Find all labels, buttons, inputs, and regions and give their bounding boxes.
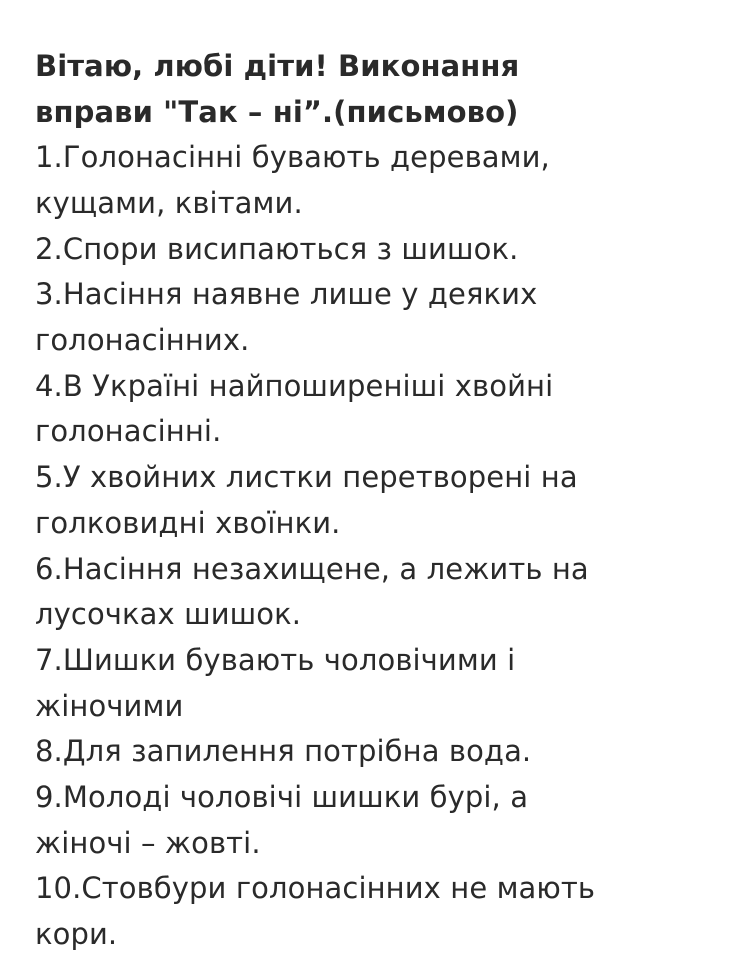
text-line: 10.Стовбури голонасінних не мають [35, 871, 596, 906]
text-line: 8.Для запилення потрібна вода. [35, 734, 532, 769]
text-line: 4.В Україні найпоширеніші хвойні [35, 368, 554, 403]
text-line: 7.Шишки бувають чоловічими і [35, 642, 516, 677]
text-line: 1.Голонасінні бувають деревами, [35, 140, 550, 175]
text-line: 3.Насіння наявне лише у деяких [35, 277, 538, 312]
text-line: кори. [35, 917, 118, 951]
text-line: 5.У хвойних листки перетворені на [35, 460, 578, 495]
text-line: кущами, квітами. [35, 186, 303, 221]
text-line: голонасінних. [35, 323, 250, 358]
text-line: 9.Молоді чоловічі шишки бурі, а [35, 779, 529, 814]
text-line: 6.Насіння незахищене, а лежить на [35, 551, 589, 586]
text-line: жіночими [35, 688, 184, 723]
text-line: жіночі – жовті. [35, 825, 261, 860]
title-line-1: Вітаю, любі діти! Виконання [35, 49, 520, 83]
text-line: лусочках шишок. [35, 597, 302, 632]
title-line-2: вправи "Так – ні”.(письмово) [35, 94, 519, 129]
text-line: 2.Спори висипаються з шишок. [35, 231, 519, 266]
text-line: голонасінні. [35, 414, 222, 449]
text-line: голковидні хвоїнки. [35, 505, 341, 540]
